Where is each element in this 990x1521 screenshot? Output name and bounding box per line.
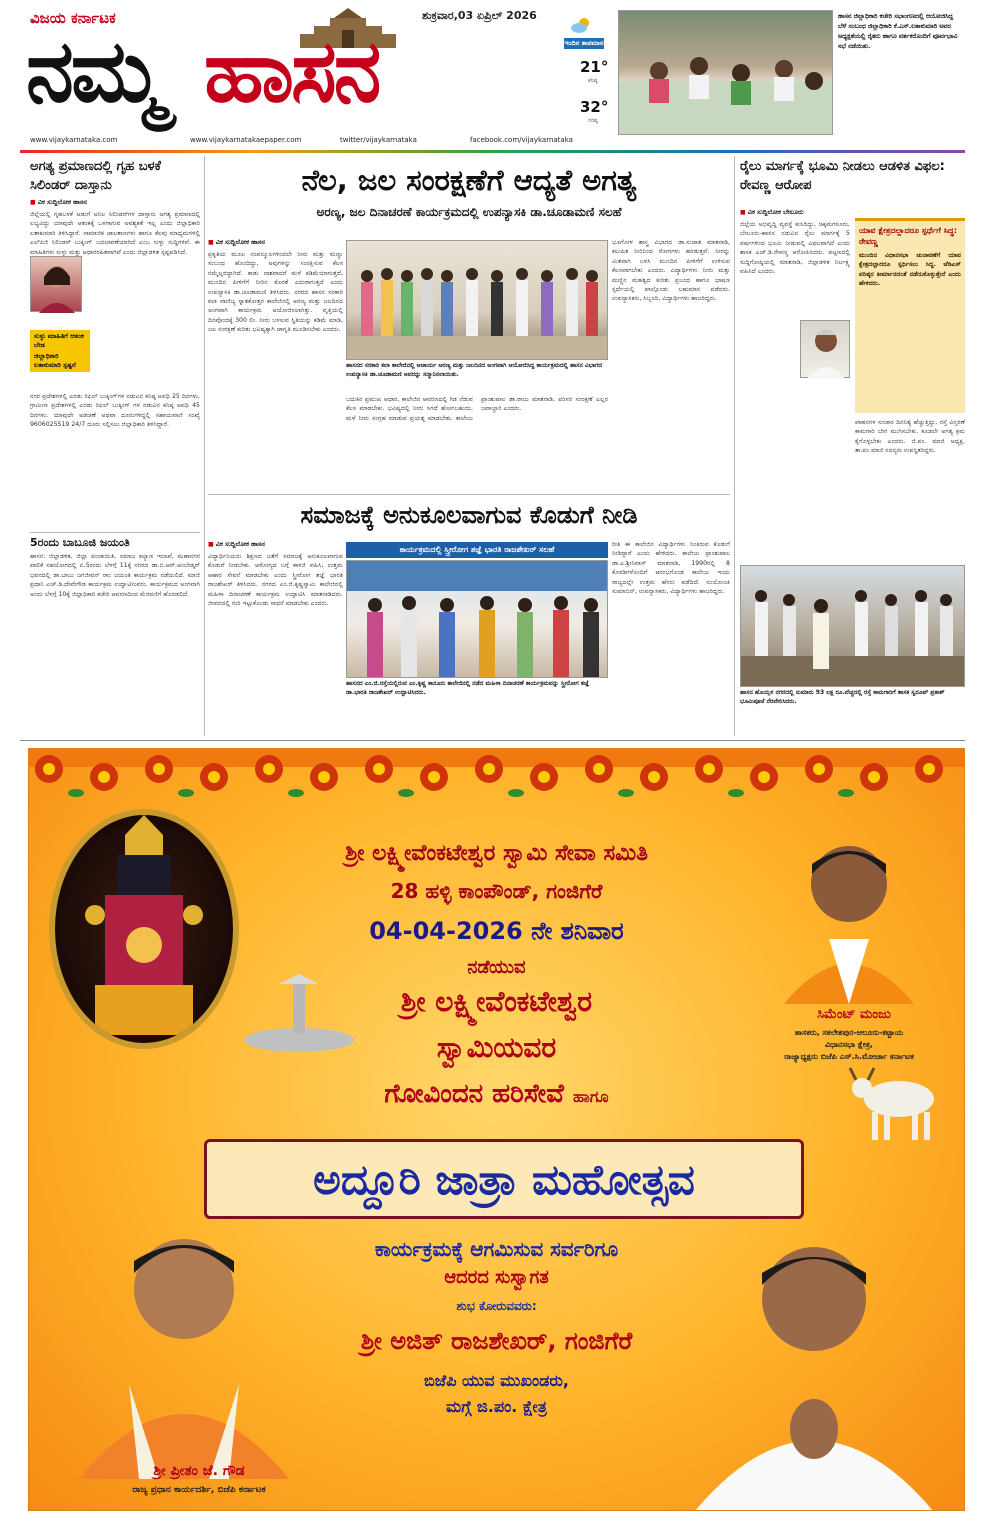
masthead-title-right: ಹಾಸನ <box>204 22 379 122</box>
divider <box>734 156 735 736</box>
main-body-left: ಪ್ರಕೃತಿಯ ಮೂಲ ಸಂಪನ್ಮೂಲಗಳಿಂದಲೇ ನೀರು ಮತ್ತು ಮಣ್ಣು ಸಂಬಂಧ ಹೊಂದಿದ್ದು, ಅವುಗಳನ್ನು ಸಂರಕ್ಷಿಸುವ ಕೆಲಸ ನಮ್ಮೆಲ್ಲರದ್ದಾಗಿದೆ. ಕಾಡು ನಾಶವಾದರೆ ಮಳೆ ಕಡಿಮೆಯಾಗುತ್ತದೆ, ಮುಂದಿನ ಪೀಳಿಗೆಗೆ ನೀರಿನ ಕೊರತೆ ಎದುರಾಗುತ್ತದೆ ಎಂದು ಉಪನ್ಯಾಸಕಿ ಡಾ.ಚೂಡಾಮಣಿ ತಿಳಿಸಿದರು. ನಗರದ ಹಾಸನ ಸರಕಾರಿ ಕಲಾ ವಾಣಿಜ್ಯ ಸ್ನಾತಕೋತ್ತರ ಕಾಲೇಜಿನಲ್ಲಿ ಅರಣ್ಯ ಮತ್ತು ಜಲದಿನದ ಅಂಗವಾಗಿ ಕಾರ್ಯಕ್ರಮ ಆಯೋಜಿಸಲಾಗಿತ್ತು. ವೃತ್ತಿಯಲ್ಲಿ ದಿನವೊಂದಕ್ಕೆ 300 ಲೀ. ನೀರು ಬಳಸುವ ಸ್ಥಿತಿಯನ್ನು ಕಡಿಮೆ ಮಾಡಿ, ಜಲ ಸಂರಕ್ಷಣೆ ಕುರಿತು ಭವಿಷ್ಯಕ್ಕಾಗಿ ಜಾಗೃತಿ ಮೂಡಿಸಬೇಕು ಎಂದರು. <box>208 251 343 334</box>
box-title: ಯಾವ ಕ್ಷೇತ್ರದಲ್ಲಾದರೂ ಸ್ಪರ್ಧೆಗೆ ಸಿದ್ಧ: ರೇವಣ್ಣ <box>859 226 957 246</box>
right-story-headline: ರೈಲು ಮಾರ್ಗಕ್ಕೆ ಭೂಮಿ ನೀಡಲು ಆಡಳಿತ ವಿಫಲ: ರೇವಣ್ಣ ಆರೋಪ <box>740 159 945 193</box>
twitter-link[interactable]: twitter/vijaykarnataka <box>340 136 417 144</box>
preetham-gowda-name: ಶ್ರೀ ಪ್ರೀತಂ ಜೆ. ಗೌಡ <box>153 1463 245 1479</box>
ad-line-nadeyuva: ನಡೆಯುವ <box>467 957 526 978</box>
main-story-photo <box>346 240 608 360</box>
role-line-2: ವಿಧಾನಸಭಾ ಕ್ಷೇತ್ರ, <box>825 1040 873 1049</box>
main-headline: ನೆಲ, ಜಲ ಸಂರಕ್ಷಣೆಗೆ ಆದ್ಯತೆ ಅಗತ್ಯ <box>301 163 637 197</box>
flower-garland <box>29 749 965 819</box>
ad-wisher-name: ಶ್ರೀ ಅಜಿತ್ ರಾಜಶೇಖರ್, ಗಂಜಿಗೆರೆ <box>360 1327 633 1355</box>
ad-line-place: 28 ಹಳ್ಳಿ ಕಾಂಪೌಂಡ್, ಗಂಜಿಗೆರೆ <box>390 879 603 903</box>
masthead-title-left: ನಮ್ಮ <box>26 22 162 122</box>
right-story-box <box>855 218 965 413</box>
temp-max: 32° <box>580 98 609 116</box>
box-body: ಮುಂದಿನ ವಿಧಾನಸಭಾ ಚುನಾವಣೆಗೆ ಯಾವ ಕ್ಷೇತ್ರದಲ್ಲಾದರೂ ಸ್ಪರ್ಧಿಸಲು ಸಿದ್ಧ. ಜೆಡಿಎಸ್ ವರಿಷ್ಠರ ತೀರ್ಮಾನದಂತೆ ನಡೆದುಕೊಳ್ಳುತ್ತೇನೆ ಎಂದು ಹೇಳಿದರು. <box>859 252 961 288</box>
divider <box>30 532 200 533</box>
issue-date: ಶುಕ್ರವಾರ,03 ಏಪ್ರಿಲ್ 2026 <box>422 9 537 22</box>
second-body-left: ವಿದ್ಯಾರ್ಥಿನಿಯರು ಶಿಕ್ಷಣದ ಜತೆಗೆ ಸಮಾಜಕ್ಕೆ ಅನುಕೂಲವಾಗುವ ಕೊಡುಗೆ ನೀಡಬೇಕು. ಆರೋಗ್ಯದ ಬಗ್ಗೆ ಕಾಳಜಿ ವಹಿಸಿ, ಉತ್ತಮ ಆಹಾರ ಸೇವನೆ ಮಾಡಬೇಕು ಎಂದು ಸ್ತ್ರೀರೋಗ ತಜ್ಞೆ ಭಾರತಿ ರಾಜಶೇಖರ್ ತಿಳಿಸಿದರು. ನಗರದ ಎಂ.ಜಿ.ಕೃಷ್ಣಸ್ವಾಮಿ ಕಾಲೇಜಿನಲ್ಲಿ ಮಹಿಳಾ ದಿನಾಚರಣೆ ಕಾರ್ಯಕ್ರಮ ಉದ್ಘಾಟಿಸಿ ಮಾತನಾಡಿದರು. ಜೀವನದಲ್ಲಿ ಗುರಿ ಇಟ್ಟುಕೊಂಡು ಸಾಧನೆ ಮಾಡಬೇಕು ಎಂದರು. <box>208 553 343 608</box>
facebook-link[interactable]: facebook.com/vijaykarnataka <box>470 136 573 144</box>
ad-line-govinda: ಗೋವಿಂದನ ಹರಿಸೇವೆ <box>384 1079 564 1109</box>
road-work-photo <box>740 565 965 687</box>
right-story-body: ಜಿಲ್ಲೆಯ ಅಭಿವೃದ್ಧಿ ವ್ಯವಸ್ಥೆ ಕುಸಿದಿದ್ದು, ಚಿಕ್ಕಮಗಳೂರು, ಬೇಲೂರು-ಹಾಸನ ನಡುವಿನ ರೈಲು ಮಾರ್ಗಕ್ಕೆ 5 ವರ್ಷಗಳಿಂದ ಭೂಮಿ ನೀಡುವಲ್ಲಿ ವಿಫಲವಾಗಿದೆ ಎಂದು ಶಾಸಕ ಎಚ್.ಡಿ.ರೇವಣ್ಣ ಆರೋಪಿಸಿದರು. ಪಟ್ಟಣದಲ್ಲಿ ಸುದ್ದಿಗೋಷ್ಠಿಯಲ್ಲಿ ಮಾತನಾಡಿ, ಜಿಲ್ಲಾಡಳಿತ ನಿರ್ಲಕ್ಷ್ಯ ವಹಿಸಿದೆ ಎಂದರು. <box>740 221 850 276</box>
divider <box>208 494 730 495</box>
ad-line-swamiyavara: ಸ್ವಾಮಿಯವರ <box>436 1031 557 1064</box>
left-story-body-2: ನಗರ ಪ್ರದೇಶಗಳಲ್ಲಿ ಎರಡು ರಿಫಿಲ್ ಬುಕ್ಕಿಂಗ್‌ಗಳ ನಡುವಿನ ಕನಿಷ್ಠ ಅವಧಿ 25 ದಿನಗಳು, ಗ್ರಾಮೀಣ ಪ್ರದೇಶಗಳಲ್ಲಿ ಎರಡು ರಿಫಿಲ್ ಬುಕ್ಕಿಂಗ್ ಗಳ ನಡುವಿನ ಕನಿಷ್ಠ ಅವಧಿ 45 ದಿನಗಳು. ಯಾವುದೇ ಅಡಚಣೆ ಅಥವಾ ದೂರುಗಳಿದ್ದಲ್ಲಿ ಸಹಾಯವಾಣಿ ಸಂಖ್ಯೆ 9606025519 24/7 ದೂರು ಸಲ್ಲಿಸಲು ಜಿಲ್ಲಾಧಿಕಾರಿ ತಿಳಿಸಿದ್ದಾರೆ. <box>30 393 200 429</box>
divider <box>20 740 965 741</box>
color-divider <box>20 150 965 153</box>
ad-wishers-label: ಶುಭ ಕೋರುವವರು: <box>456 1299 537 1313</box>
role-line-1: ಶಾಸಕರು, ಸಕಲೇಶಪುರ-ಆಲೂರು-ಕಟ್ಟಾಯ <box>794 1028 904 1037</box>
cement-manju-name: ಸಿಮೆಂಟ್ ಮಂಜು <box>817 1007 891 1022</box>
main-byline: ■ ವಿಕ ಸುದ್ದಿಲೋಕ ಹಾಸನ <box>208 238 265 247</box>
ad-welcome-1: ಕಾರ್ಯಕ್ರಮಕ್ಕೆ ಆಗಮಿಸುವ ಸರ್ವರಿಗೂ <box>374 1237 619 1261</box>
left-story-tag-2: ಜಿಲ್ಲಾಧಿಕಾರಿ ಲತಾಕುಮಾರಿ ಸ್ಪಷ್ಟನೆ <box>30 350 90 372</box>
main-body-mid: ಬದುಕಿನ ಪ್ರಮುಖ ಆಧಾರ, ಕಾಲೇಜಿನ ಆವರಣದಲ್ಲಿ ಗಿಡ ನೆಡುವ ಕೆಲಸ ಮಾಡಬೇಕು. ಭವಿಷ್ಯದಲ್ಲಿ ನೀರು ಸಿಗದೆ ಹೋಗಬಹುದು, ಮಳೆ ನೀರು ಸಂಗ್ರಹ ಮಾಡುವ ಪ್ರಯತ್ನ ಮಾಡಬೇಕು. ಕಾಲೇಜು ಪ್ರಾಂಶುಪಾಲ ಡಾ.ರಾಜು ಮಾತನಾಡಿ, ಪರಿಸರ ಸಂರಕ್ಷಣೆ ಎಲ್ಲರ ಜವಾಬ್ದಾರಿ ಎಂದರು. <box>346 396 608 422</box>
ad-line-harishseve <box>29 1079 964 1110</box>
weather-icon <box>570 16 592 34</box>
main-body-right: ಭೂಗೋಳ ಶಾಸ್ತ್ರ ವಿಭಾಗದ ಡಾ.ಸುಜಾತ ಮಾತನಾಡಿ, ಕಲುಷಿತ ನೀರಿನಿಂದ ರೋಗಗಳು ಹರಡುತ್ತವೆ. ನೀರನ್ನು ಮಿತವಾಗಿ ಬಳಸಿ ಮುಂದಿನ ಪೀಳಿಗೆಗೆ ಉಳಿಸುವ ಕೆಲಸವಾಗಬೇಕು ಎಂದರು. ವಿದ್ಯಾರ್ಥಿಗಳು ನೀರು ಮತ್ತು ಮಣ್ಣಿನ ಮಹತ್ವದ ಕುರಿತು ಪ್ರಬಂಧ ಹಾಗೂ ಭಾಷಣ ಸ್ಪರ್ಧೆಯಲ್ಲಿ ಪಾಲ್ಗೊಂಡು ಬಹುಮಾನ ಪಡೆದರು. ಉಪನ್ಯಾಸಕರು, ಸಿಬ್ಬಂದಿ, ವಿದ್ಯಾರ್ಥಿಗಳು ಹಾಜರಿದ್ದರು. <box>612 239 730 303</box>
event-banner: ಅದ್ದೂರಿ ಜಾತ್ರಾ ಮಹೋತ್ಸವ <box>204 1139 804 1219</box>
jatre-advertisement <box>28 748 965 1511</box>
social-link-bar <box>30 134 960 148</box>
second-body-right: ರೀತಿ ಈ ಕಾಲೇಜಿನ ವಿದ್ಯಾರ್ಥಿಗಳು ನಿಂತಿರುವ ಕೊಡುಗೆ ನೀಡಿದ್ದಾರೆ ಎಂದು ಹೇಳಿದರು. ಕಾಲೇಜು ಪ್ರಾಂಶುಪಾಲ ಡಾ.ಎ.ಶ್ರೀನಿವಾಸ್ ಮಾತನಾಡಿ, 1990ರಲ್ಲಿ 8 ಕೊಠಡಿಗಳೊಂದಿಗೆ ಆರಂಭಗೊಂಡ ಕಾಲೇಜು ಇಂದು ರಾಜ್ಯದಲ್ಲೇ ಉತ್ತಮ ಹೆಸರು ಪಡೆದಿದೆ. ಸಂಯೋಜಕಿ ಸುಮಾಬಿನ್, ಉಪನ್ಯಾಸಕರು, ವಿದ್ಯಾರ್ಥಿಗಳು ಹಾಜರಿದ್ದರು. <box>612 541 730 596</box>
ad-line-haagu: ಹಾಗೂ <box>573 1087 609 1106</box>
ad-wisher-area: ಮಗ್ಗೆ ಜಿ.ಪಂ. ಕ್ಷೇತ್ರ <box>446 1397 547 1416</box>
jayanti-headline: 5ರಂದು ಬಾಬೂಜಿ ಜಯಂತಿ <box>30 536 130 549</box>
cement-manju-photo <box>774 824 924 1004</box>
website-link[interactable]: www.vijaykarnataka.com <box>30 136 118 144</box>
preetham-gowda-role: ರಾಜ್ಯ ಪ್ರಧಾನ ಕಾರ್ಯದರ್ಶಿ, ಬಿಜೆಪಿ ಕರ್ನಾಟಕ <box>132 1485 266 1495</box>
ajith-rajashekar-photo <box>689 1219 939 1511</box>
left-story-headline: ಅಗತ್ಯ ಪ್ರಮಾಣದಲ್ಲಿ ಗೃಹ ಬಳಕೆ ಸಿಲಿಂಡರ್ ದಾಸ್ತಾನು <box>30 159 161 193</box>
cow-illustration <box>844 1054 944 1144</box>
top-meeting-photo <box>618 10 833 135</box>
brand-logo: ವಿಜಯ ಕರ್ನಾಟಕ <box>30 9 116 27</box>
second-photo-title: ಕಾರ್ಯಕ್ರಮದಲ್ಲಿ ಸ್ತ್ರೀರೋಗ ತಜ್ಞೆ ಭಾರತಿ ರಾಜಶೇಖರ್ ಸಲಹೆ <box>346 542 608 558</box>
ad-line-deity: ಶ್ರೀ ಲಕ್ಷ್ಮೀವೆಂಕಟೇಶ್ವರ <box>400 985 593 1018</box>
road-work-caption: ಹಾಸನ ಹೊಯ್ಸಳ ನಗರದಲ್ಲಿ ಸುಮಾರು 93 ಲಕ್ಷ ರೂ.ವೆಚ್ಚದಲ್ಲಿ ರಸ್ತೆ ಕಾಮಗಾರಿಗೆ ಶಾಸಕ ಸ್ವರೂಪ್ ಪ್ರಕಾಶ್ ಭೂಮಿಪೂಜೆ ನೆರವೇರಿಸಿದರು. <box>740 689 945 705</box>
second-byline: ■ ವಿಕ ಸುದ್ದಿಲೋಕ ಹಾಸನ <box>208 540 265 549</box>
left-story-body-1: ಜಿಲ್ಲೆಯಲ್ಲಿ ಗೃಹಬಳಕೆ ಅಡುಗೆ ಅನಿಲ ಸಿಲಿಂಡರ್‌ಗಳ ದಾಸ್ತಾನು ಅಗತ್ಯ ಪ್ರಮಾಣದಲ್ಲಿ ಲಭ್ಯವಿದ್ದು ಯಾವುದೇ ಆತಂಕಕ್ಕೆ ಒಳಗಾಗುವ ಅವಶ್ಯಕತೆ ಇಲ್ಲ ಎಂದು ಜಿಲ್ಲಾಧಿಕಾರಿ ಲತಾಕುಮಾರಿ ತಿಳಿಸಿದ್ದಾರೆ. ಸಾಮಾಜಿಕ ಜಾಲತಾಣಗಳು ಹಾಗೂ ಕೆಲವು ಮಾಧ್ಯಮಗಳಲ್ಲಿ ಎಲ್‌ಪಿಜಿ ಸಿಲಿಂಡರ್ ಬುಕ್ಕಿಂಗ್ ಬದಲಾವಣೆಯಾಗಿದೆ ಎಂಬ ಸುಳ್ಳು ಸುದ್ದಿಗಳಿವೆ. ಈ ಮಾಹಿತಿಗಳು ಸುಳ್ಳು ಮತ್ತು ಆಧಾರರಹಿತವಾಗಿವೆ ಎಂದು ಜಿಲ್ಲಾಡಳಿತ ಸ್ಪಷ್ಟಪಡಿಸಿದೆ. <box>30 211 200 256</box>
main-subhead: ಅರಣ್ಯ, ಜಲ ದಿನಾಚರಣೆ ಕಾರ್ಯಕ್ರಮದಲ್ಲಿ ಉಪನ್ಯಾಸಕಿ ಡಾ.ಚೂಡಾಮಣಿ ಸಲಹೆ <box>316 205 622 219</box>
right-story-byline: ■ ವಿಕ ಸುದ್ದಿಲೋಕ ಬೇಲೂರು <box>740 208 804 217</box>
top-photo-caption: ಹಾಸನ ಜಿಲ್ಲಾಧಿಕಾರಿ ಕಚೇರಿ ಸಭಾಂಗಣದಲ್ಲಿ ಆಯೋಜಿಸಿದ್ದ ಬೆಳೆ ಸಂಬಂಧ ಜಿಲ್ಲಾಧಿಕಾರಿ ಕೆ.ಎಸ್.ಲತಾಕುಮಾರಿ ಅವರ ಅಧ್ಯಕ್ಷತೆಯಲ್ಲಿ ರೈತರು ಹಾಗೂ ವರ್ತಕರೊಂದಿಗೆ ಪೂರ್ವಭಾವಿ ಸಭೆ ನಡೆಯಿತು. <box>838 13 958 50</box>
left-story-tag-1: ಸುಳ್ಳು ಮಾಹಿತಿಗೆ ಆತಂಕ ಬೇಡ <box>30 330 90 352</box>
divider <box>204 156 205 736</box>
right-story-body-2: ವಾಹನಗಳ ಸಂಚಾರ ದಿನನಿತ್ಯ ಹೆಚ್ಚುತ್ತಿದ್ದು, ರಸ್ತೆ ವಿಸ್ತರಣೆ ಕಾಮಗಾರಿ ಬೇಗ ಮುಗಿಸಬೇಕು. ಕೂಡಲೇ ಅಗತ್ಯ ಕ್ರಮ ಕೈಗೊಳ್ಳಬೇಕು ಎಂದರು. ಜಿ.ಪಂ. ಮಾಜಿ ಅಧ್ಯಕ್ಷ, ತಾ.ಪಂ.ಮಾಜಿ ಸದಸ್ಯರು ಉಪಸ್ಥಿತರಿದ್ದರು. <box>855 419 965 455</box>
jayanti-body: ಹಾಸನ: ಜಿಲ್ಲಾಡಳಿತ, ಜಿಲ್ಲಾ ಪಂಚಾಯಿತಿ, ಸಮಾಜ ಕಲ್ಯಾಣ ಇಲಾಖೆ, ಮಹಾನಗರ ಪಾಲಿಕೆ ಸಹಯೋಗದಲ್ಲಿ ಏ.5ರಂದು ಬೆಳಗ್ಗೆ 11ಕ್ಕೆ ನಗರದ ಡಾ.ಬಿ.ಆರ್.ಅಂಬೇಡ್ಕರ್ ಭವನದಲ್ಲಿ ಡಾ.ಬಾಬು ಜಗಜೀವನ್ ರಾಂ ಜಯಂತಿ ಕಾರ್ಯಕ್ರಮ ನಡೆಯಲಿದೆ. ಮಾಜಿ ಪ್ರಧಾನಿ ಎಚ್.ಡಿ.ದೇವೇಗೌಡ ಕಾರ್ಯಕ್ರಮ ಉದ್ಘಾಟಿಸುವರು. ಕಾರ್ಯಕ್ರಮದ ಅಂಗವಾಗಿ ಅಂದು ಬೆಳಗ್ಗೆ 10ಕ್ಕೆ ಜಿಲ್ಲಾಧಿಕಾರಿ ಕಚೇರಿ ಆವರಣದಿಂದ ಮೆರವಣಿಗೆ ಹೊರಡಲಿದೆ. <box>30 553 200 598</box>
ad-line-samiti: ಶ್ರೀ ಲಕ್ಷ್ಮೀವೆಂಕಟೇಶ್ವರ ಸ್ವಾಮಿ ಸೇವಾ ಸಮಿತಿ <box>345 841 648 866</box>
second-story-photo <box>346 560 608 678</box>
ad-line-date: 04-04-2026 ನೇ ಶನಿವಾರ <box>369 917 624 945</box>
revanna-portrait <box>800 320 850 378</box>
temp-min: 21° <box>580 58 609 76</box>
epaper-link[interactable]: www.vijaykarnatakaepaper.com <box>190 136 302 144</box>
second-photo-caption: ಹಾಸನದ ಎಂ.ಜಿ.ರಸ್ತೆಯಲ್ಲಿರುವ ಎಂ.ಕೃಷ್ಣ ಕಾನೂನು ಕಾಲೇಜಿನಲ್ಲಿ ನಡೆದ ಮಹಿಳಾ ದಿನಾಚರಣೆ ಕಾರ್ಯಕ್ರಮವನ್ನು ಸ್ತ್ರೀರೋಗ ತಜ್ಞೆ ಡಾ.ಭಾರತಿ ರಾಜಶೇಖರ್ ಉದ್ಘಾಟಿಸಿದರು. <box>346 680 590 696</box>
preetham-gowda-photo <box>69 1209 299 1479</box>
temp-max-label: ಗರಿಷ್ಠ <box>588 118 598 124</box>
masthead <box>0 0 990 150</box>
ad-wisher-role: ಬಿಜೆಪಿ ಯುವ ಮುಖಂಡರು, <box>424 1371 569 1390</box>
main-photo-caption: ಹಾಸನದ ಸರಕಾರಿ ಕಲಾ ಕಾಲೇಜಿನಲ್ಲಿ ಆಚಾರ್ಯ ಅರಣ್ಯ ಮತ್ತು ಜಲದಿನದ ಅಂಗವಾಗಿ ಆಯೋಜಿಸಿದ್ದ ಕಾರ್ಯಕ್ರಮದಲ್ಲಿ ಹಾಸನ ವಿಭಾಗದ ಉಪನ್ಯಾಸಕಿ ಡಾ.ಚೂಡಾಮಣಿ ಅವರನ್ನು ಸನ್ಮಾನಿಸಲಾಯಿತು. <box>346 362 603 378</box>
ad-welcome-2: ಆದರದ ಸುಸ್ವಾಗತ <box>444 1267 549 1288</box>
role-line-3: ರಾಜ್ಯಾಧ್ಯಕ್ಷರು ಬಿಜೆಪಿ ಎಸ್.ಸಿ.ಮೋರ್ಚಾ ಕರ್ನಾಟಕ <box>784 1052 914 1061</box>
second-headline: ಸಮಾಜಕ್ಕೆ ಅನುಕೂಲವಾಗುವ ಕೊಡುಗೆ ನೀಡಿ <box>300 501 638 529</box>
temp-min-label: ಕನಿಷ್ಠ <box>588 78 598 84</box>
left-story-byline: ■ ವಿಕ ಸುದ್ದಿಲೋಕ ಹಾಸನ <box>30 198 87 207</box>
weather-label: ಇಂದಿನ ತಾಪಮಾನ <box>564 39 604 47</box>
